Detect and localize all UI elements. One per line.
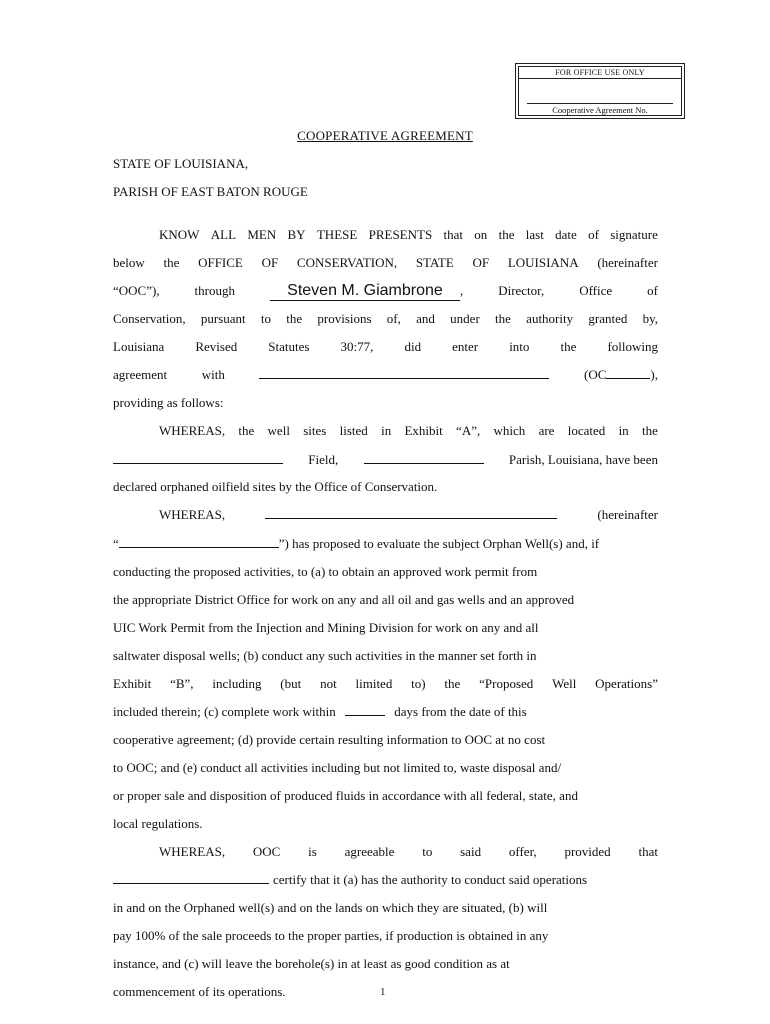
- word: OFFICE: [198, 255, 243, 270]
- para3-line12: local regulations.: [113, 816, 203, 831]
- page-number: 1: [380, 986, 386, 998]
- word: BY: [287, 227, 306, 242]
- para1-line4: [113, 310, 658, 328]
- word: Louisiana: [113, 339, 165, 354]
- word: “B”,: [170, 676, 194, 691]
- certifying-party-blank[interactable]: [113, 871, 269, 884]
- para4-line3: in and on the Orphaned well(s) and on the lands on which they are situated, (b) will: [113, 900, 548, 915]
- para4-line5: instance, and (c) will leave the borehole(s) in at least as good condition as at: [113, 956, 510, 971]
- para4-line2: [113, 871, 658, 889]
- word: (but: [280, 676, 302, 691]
- para3-line9: cooperative agreement; (d) provide certain resulting information to OOC at no cost: [113, 732, 546, 747]
- oc-number-wrap: [584, 366, 658, 384]
- word: Statutes: [268, 339, 310, 354]
- word: the: [560, 339, 577, 354]
- word: date: [555, 227, 577, 242]
- word: OF: [472, 255, 490, 270]
- document-title: COOPERATIVE AGREEMENT: [297, 128, 473, 143]
- word: on: [474, 227, 488, 242]
- word: below: [113, 255, 145, 270]
- director-word: Director,: [498, 283, 545, 298]
- word: that: [443, 227, 463, 242]
- para3-line7: [113, 675, 658, 693]
- state-line: STATE OF LOUISIANA,: [113, 156, 249, 171]
- word: under: [450, 311, 480, 326]
- word: the: [444, 676, 461, 691]
- office-use-box: [515, 63, 685, 119]
- word: located: [567, 423, 606, 438]
- word: agreeable: [344, 844, 395, 859]
- word: THESE: [316, 227, 358, 242]
- word: said: [460, 844, 482, 859]
- word: LOUISIANA: [507, 255, 579, 270]
- word: OOC: [252, 844, 281, 859]
- word: (hereinafter: [597, 255, 658, 270]
- word: sites: [303, 423, 327, 438]
- word: offer,: [508, 844, 537, 859]
- word: following: [607, 339, 658, 354]
- word: in: [618, 423, 629, 438]
- word: Revised: [195, 339, 238, 354]
- word: to): [411, 676, 426, 691]
- agreement-word: agreement: [113, 367, 168, 382]
- certify-text: certify that it (a) has the authority to conduct said operations: [273, 872, 588, 887]
- word: the: [641, 423, 658, 438]
- word: Well: [552, 676, 577, 691]
- complete-work-text: included therein; (c) complete work within: [113, 704, 336, 719]
- word: well: [267, 423, 290, 438]
- word: STATE: [415, 255, 454, 270]
- word: ALL: [210, 227, 237, 242]
- word: CONSERVATION,: [296, 255, 398, 270]
- oc-number-blank[interactable]: [606, 366, 650, 379]
- party-short-name-blank[interactable]: [119, 535, 279, 548]
- word: MEN: [247, 227, 277, 242]
- field-word: Field,: [308, 452, 339, 467]
- word: of: [588, 227, 599, 242]
- word: provided: [564, 844, 611, 859]
- word: did: [404, 339, 422, 354]
- word: in: [381, 423, 392, 438]
- para3-line11: or proper sale and disposition of produced fluids in accordance with all federal, state, and: [113, 788, 578, 803]
- word: limited: [355, 676, 393, 691]
- para4-line6: commencement of its operations.: [113, 984, 286, 999]
- word: the: [286, 311, 303, 326]
- ooc-word: “OOC”),: [113, 283, 160, 298]
- quote-open: “: [113, 536, 119, 551]
- para3-line5: UIC Work Permit from the Injection and Mining Division for work on any and all: [113, 620, 539, 635]
- office-word: Office: [579, 283, 613, 298]
- director-name-field[interactable]: Steven M. Giambrone: [270, 282, 460, 301]
- director-name-wrap: [270, 282, 463, 301]
- parish-name-blank[interactable]: [364, 451, 484, 464]
- word: that: [638, 844, 658, 859]
- of-word: of: [647, 283, 658, 298]
- word: signature: [610, 227, 658, 242]
- word: KNOW: [159, 227, 200, 242]
- word: by,: [642, 311, 658, 326]
- word: authority: [526, 311, 574, 326]
- para1-line2: [113, 254, 658, 272]
- word: Exhibit: [113, 676, 152, 691]
- word: Conservation,: [113, 311, 186, 326]
- word: Exhibit: [404, 423, 443, 438]
- word: last: [525, 227, 544, 242]
- para4-line1: [159, 843, 658, 861]
- word: which: [493, 423, 526, 438]
- office-use-header: FOR OFFICE USE ONLY: [519, 67, 681, 79]
- para1-line1: [159, 226, 658, 244]
- para3-line10: to OOC; and (e) conduct all activities including but not limited to, waste disposal and/: [113, 760, 562, 775]
- word: granted: [588, 311, 628, 326]
- para3-line4: the appropriate District Office for work on any and all oil and gas wells and an approved: [113, 592, 575, 607]
- with-word: with: [201, 367, 225, 382]
- para3-line2-text: ”) has proposed to evaluate the subject Orphan Well(s) and, if: [278, 536, 600, 551]
- word: WHEREAS,: [159, 423, 226, 438]
- word: Operations”: [595, 676, 658, 691]
- word: is: [308, 844, 317, 859]
- parish-text: Parish, Louisiana, have been: [508, 452, 658, 467]
- operator-name-blank[interactable]: [259, 366, 549, 379]
- through-word: through: [194, 283, 235, 298]
- word: “Proposed: [479, 676, 534, 691]
- oc-close: ),: [650, 367, 658, 382]
- name-comma: ,: [459, 283, 464, 298]
- para3-line8: [113, 703, 658, 721]
- word: of,: [386, 311, 401, 326]
- word: the: [238, 423, 255, 438]
- word: enter: [452, 339, 479, 354]
- party-name-blank[interactable]: [265, 506, 557, 519]
- word: including: [212, 676, 262, 691]
- word: the: [498, 227, 515, 242]
- office-use-inner: [518, 66, 682, 116]
- word: PRESENTS: [368, 227, 433, 242]
- word: into: [509, 339, 530, 354]
- para1-line6: [113, 366, 658, 384]
- agreement-number-label: Cooperative Agreement No.: [552, 105, 648, 115]
- word: to: [422, 844, 433, 859]
- whereas-word: WHEREAS,: [159, 507, 226, 522]
- para3-line6: saltwater disposal wells; (b) conduct any such activities in the manner set forth in: [113, 648, 537, 663]
- para1-line5: [113, 338, 658, 356]
- word: and: [416, 311, 435, 326]
- word: to: [260, 311, 271, 326]
- word: listed: [339, 423, 368, 438]
- field-name-blank[interactable]: [113, 451, 283, 464]
- para3-line3: conducting the proposed activities, to (a) to obtain an approved work permit from: [113, 564, 538, 579]
- word: pursuant: [200, 311, 246, 326]
- parish-line: PARISH OF EAST BATON ROUGE: [113, 184, 308, 199]
- para1-line7: providing as follows:: [113, 395, 224, 410]
- word: 30:77,: [340, 339, 374, 354]
- word: “A”,: [456, 423, 481, 438]
- word: provisions: [317, 311, 372, 326]
- word: OF: [261, 255, 279, 270]
- para2-line1: [159, 422, 658, 440]
- word: the: [495, 311, 511, 326]
- agreement-number-line: [527, 103, 673, 104]
- days-blank[interactable]: [345, 703, 385, 716]
- para3-line2: [113, 535, 658, 553]
- word: the: [163, 255, 180, 270]
- para2-line2: [113, 451, 658, 469]
- hereinafter-word: (hereinafter: [597, 507, 658, 522]
- oc-open: (OC: [584, 367, 607, 382]
- word: are: [538, 423, 555, 438]
- para3-line1: [159, 506, 658, 524]
- word: not: [320, 676, 337, 691]
- days-text: days from the date of this: [394, 704, 527, 719]
- para4-line4: pay 100% of the sale proceeds to the proper parties, if production is obtained in any: [113, 928, 549, 943]
- para1-line3: [113, 282, 658, 300]
- word: WHEREAS,: [159, 844, 226, 859]
- para2-line3: declared orphaned oilfield sites by the Office of Conservation.: [113, 479, 438, 494]
